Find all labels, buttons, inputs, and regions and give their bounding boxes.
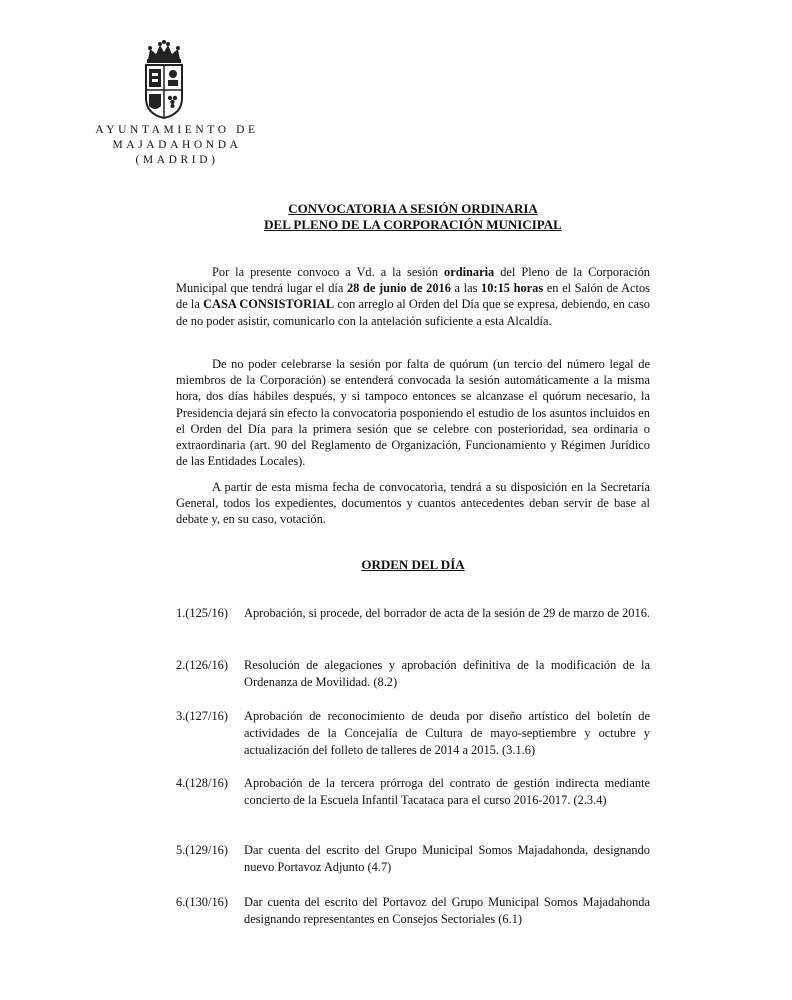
agenda-item-number: 2.(126/16) bbox=[176, 658, 228, 672]
p1-text-1: Por la presente convoco a Vd. a la sesión bbox=[212, 265, 444, 279]
org-province-line: (MADRID) bbox=[135, 154, 219, 166]
agenda-item-text: Aprobación de la tercera prórroga del contrato de gestión indirecta mediante concierto de la Escuela Infantil Tacataca para el curso 2016-2017. (2.3.4) bbox=[244, 776, 650, 807]
municipal-coat-of-arms-icon bbox=[138, 40, 190, 120]
agenda-item-number: 6.(130/16) bbox=[176, 895, 228, 909]
session-type: ordinaria bbox=[444, 265, 495, 279]
p1-text-4: en el Salón de Actos de la bbox=[176, 281, 651, 312]
quorum-paragraph bbox=[176, 356, 650, 469]
agenda-item bbox=[176, 842, 650, 876]
agenda-item bbox=[176, 708, 650, 759]
agenda-item-number: 1.(125/16) bbox=[176, 606, 228, 620]
document-title-line-2: DEL PLENO DE LA CORPORACIÓN MUNICIPAL bbox=[264, 217, 562, 232]
agenda-item bbox=[176, 605, 650, 622]
session-venue: CASA CONSISTORIAL bbox=[203, 297, 335, 312]
documents-paragraph bbox=[176, 479, 650, 528]
agenda-item-text: Resolución de alegaciones y aprobación definitiva de la modificación de la Ordenanza de Movilidad. (8.2) bbox=[244, 658, 650, 689]
p1-text-3: a las bbox=[450, 281, 482, 296]
agenda-item-number: 3.(127/16) bbox=[176, 709, 228, 723]
agenda-item bbox=[176, 657, 650, 691]
agenda-item-text: Aprobación, si procede, del borrador de acta de la sesión de 29 de marzo de 2016. bbox=[244, 606, 650, 620]
document-title-line-1: CONVOCATORIA A SESIÓN ORDINARIA bbox=[288, 201, 538, 216]
agenda-item-text: Aprobación de reconocimiento de deuda por diseño artístico del boletín de actividades de la Concejalía de Cultura de mayo-septiembre y octubre y actualización del folleto de talleres de 2014 a 2015. (3.1.6) bbox=[244, 709, 650, 757]
documents-text: A partir de esta misma fecha de convocatoria, tendrá a su disposición en la Secretaría General, todos los expedientes, documentos y cuantos antecedentes deban servir de base al debate y, en su caso, votación. bbox=[176, 480, 650, 527]
quorum-text: De no poder celebrarse la sesión por falta de quórum (un tercio del número legal de miembros de la Corporación) se entenderá convocada la sesión automáticamente a la misma hora, dos días hábiles después, y si tampoco entonces se alcanzase el quórum necesario, la Presidencia dejará sin efecto la convocatoria posponiendo el estudio de los asuntos incluidos en el Orden del Día para la primera sesión que se celebre con posterioridad, sea ordinaria o extraordinaria (art. 90 del Reglamento de Organización, Funcionamiento y Régimen Jurídico de las Entidades Locales). bbox=[176, 357, 650, 469]
agenda-item-number: 4.(128/16) bbox=[176, 776, 228, 790]
agenda-item-text: Dar cuenta del escrito del Grupo Municipal Somos Majadahonda, designando nuevo Portavoz Adjunto (4.7) bbox=[244, 843, 650, 874]
p1-text-5: con arreglo al Orden del Día que se expresa, debiendo, en caso de no poder asistir, comunicarlo con la antelación suficiente a esta Alcaldía. bbox=[176, 297, 650, 328]
org-name-line: AYUNTAMIENTO DE bbox=[95, 124, 259, 136]
agenda-heading: ORDEN DEL DÍA bbox=[361, 557, 465, 572]
org-city-line: MAJADAHONDA bbox=[112, 139, 242, 151]
session-time: 10:15 horas bbox=[481, 281, 544, 296]
agenda-item bbox=[176, 894, 650, 928]
agenda-item bbox=[176, 775, 650, 809]
agenda-item-text: Dar cuenta del escrito del Portavoz del Grupo Municipal Somos Majadahonda designando representantes en Consejos Sectoriales (6.1) bbox=[244, 895, 650, 926]
agenda-item-number: 5.(129/16) bbox=[176, 843, 228, 857]
p1-text-2: del Pleno de la Corporación Municipal que tendrá lugar el día bbox=[176, 265, 651, 296]
session-date: 28 de junio de 2016 bbox=[346, 281, 451, 296]
convocation-paragraph bbox=[176, 264, 650, 329]
